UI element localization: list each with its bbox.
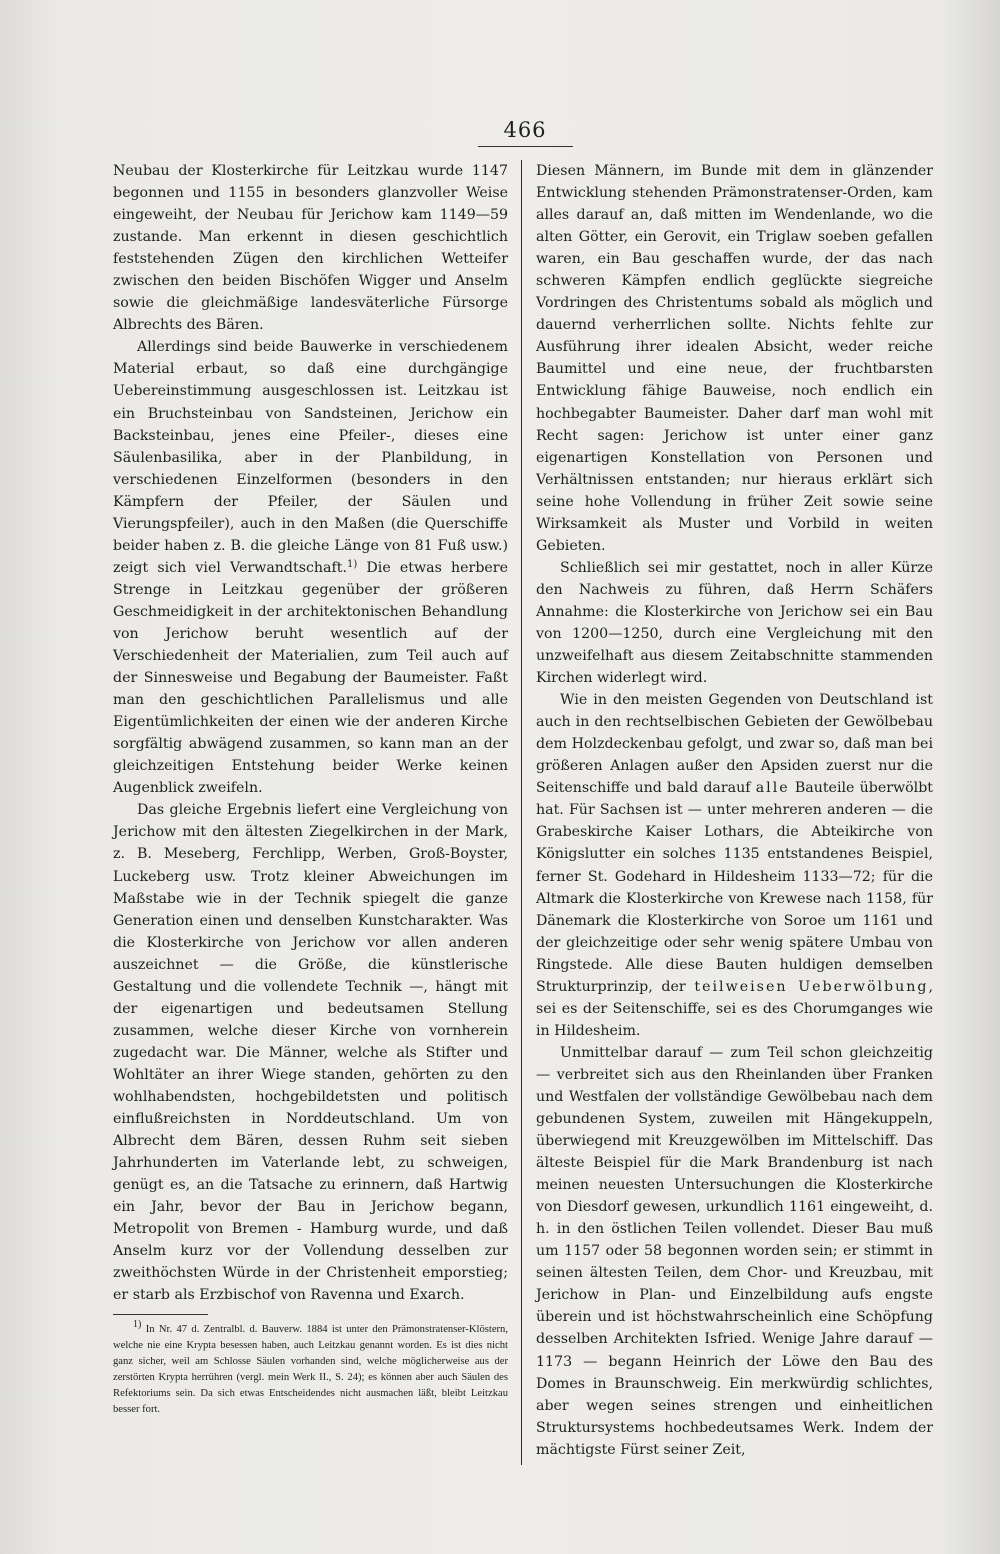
- left-paragraph-3: Das gleiche Ergebnis liefert eine Vergleichung von Jerichow mit den ältesten Ziegelkirchen in der Mark, z. B. Meseberg, Ferchlipp, Werben, Groß-Boyster, Luckeberg usw. Trotz kleiner Abweichungen im Maßstabe wie in der Technik spiegelt die ganze Generation einen und denselben Kunstcharakter. Was die Klosterkirche von Jerichow vor allen anderen auszeichnet — die Größe, die künstlerische Gestaltung und die vollendete Technik —, hängt mit der eigenartigen und bedeutsamen Stellung zusammen, welche dieser Kirche von vornherein zugedacht war. Die Männer, welche als Stifter und Wohltäter an ihrer Wiege standen, gehörten zu den wohlhabendsten, hochgebildetsten und politisch einflußreichsten in Norddeutschland. Um von Albrecht dem Bären, dessen Ruhm seit sieben Jahrhunderten im Vaterlande lebt, zu schweigen, genügt es, an die Tatsache zu erinnern, daß Hartwig ein Jahr, bevor der Bau in Jerichow begann, Metropolit von Bremen - Hamburg wurde, und daß Anselm kurz vor der Vollendung desselben zur zweithöchsten Würde in der Christenheit emporstieg; er starb als Erzbischof von Ravenna und Exarch.: [113, 802, 508, 1304]
- left-paragraph-2-text-b: Die etwas herbere Strenge in Leitzkau gegenüber der größeren Geschmeidigkeit in der architektonischen Behandlung von Jerichow beruht wesentlich auf der Verschiedenheit der Materialien, zum Teil auch auf der Sinnesweise und Begabung der Baumeister. Faßt man den geschichtlichen Parallelismus und alle Eigentümlichkeiten der einen wie der anderen Kirche sorgfältig abwägend zusammen, so kann man an der gleichzeitigen Entstehung beider Werke keinen Augenblick zweifeln.: [113, 559, 508, 797]
- footnote-text: In Nr. 47 d. Zentralbl. d. Bauverw. 1884 ist unter den Prämonstratenser-Klöstern, welche nie eine Krypta besessen haben, auch Leitzkau genannt worden. Es ist dies nicht ganz sicher, weil am Schlosse Säulen vorhanden sind, welche möglicherweise aus der zerstörten Krypta herrühren (vergl. mein Werk II., S. 24); es können aber auch Säulen des Refektoriums sein. Da sich etwas Entscheidendes nicht ausmachen läßt, bleibt Leitzkau besser fort.: [113, 1324, 508, 1415]
- right-paragraph-2: Schließlich sei mir gestattet, noch in aller Kürze den Nachweis zu führen, daß Herrn Schäfers Annahme: die Klosterkirche von Jerichow sei ein Bau von 1200—1250, durch eine Vergleichung mit den unzweifelhaft aus diesem Zeitabschnitte stammenden Kirchen widerlegt wird.: [536, 559, 933, 687]
- spaced-emphasis-ueberwoelbung: teilweisen Ueberwölbung: [694, 978, 929, 995]
- page-number-rule: [478, 146, 573, 147]
- footnote-reference: 1): [346, 558, 358, 570]
- left-column: [113, 160, 508, 1306]
- footnote-paragraph: [113, 1319, 508, 1418]
- right-paragraph-3-text-a: Wie in den meisten Gegenden von Deutschland ist auch in den rechtselbischen Gebieten der Gewölbebau dem Holzdeckenbau gefolgt, und zwar so, daß man bei größeren Anlagen außer den Apsiden zuerst nur die Seitenschiffe und bald darauf: [536, 692, 933, 797]
- right-paragraph-3: [536, 689, 933, 1042]
- right-paragraph-3-text-b: Bauteile überwölbt hat. Für Sachsen ist — unter mehreren anderen — die Grabeskirche Kaiser Lothars, die Abteikirche von Königslutter ein solches 1135 entstandenes Beispiel, ferner St. Godehard in Hildesheim 1133—72; für die Altmark die Klosterkirche von Krewese nach 1158, für Dänemark die Klosterkirche von Soroe um 1161 und der gleichzeitige oder sehr wenig spätere Umbau von Ringstede. Alle diese Bauten huldigen demselben Strukturprinzip, der: [536, 780, 934, 995]
- spaced-emphasis-alle: alle: [755, 780, 790, 797]
- right-paragraph-4: Unmittelbar darauf — zum Teil schon gleichzeitig — verbreitet sich aus den Rheinlanden über Franken und Westfalen der vollständige Gewölbebau nach dem gebundenen System, zuweilen mit Hängekuppeln, überwiegend mit Kreuzgewölben im Mittelschiff. Das älteste Beispiel für die Mark Brandenburg ist nach meinen neuesten Untersuchungen die Klosterkirche von Diesdorf gewesen, urkundlich 1161 eingeweiht, d. h. in den östlichen Teilen vollendet. Dieser Bau muß um 1157 oder 58 begonnen worden sein; er stimmt in seinen ältesten Teilen, dem Chor- und Kreuzbau, mit Jerichow in Plan- und Einzelbildung aufs engste überein und ist höchstwahrscheinlich eine Schöpfung desselben Architekten Isfried. Wenige Jahre darauf — 1173 — begann Heinrich der Löwe den Bau des Domes in Braunschweig. Ein merkwürdig schlichtes, aber wegen seines strengen und einheitlichen Struktursystems hochbedeutsames Werk. Indem der mächtigste Fürst seiner Zeit,: [536, 1044, 933, 1458]
- right-paragraph-1: Diesen Männern, im Bunde mit dem in glänzender Entwicklung stehenden Prämonstratenser-Orden, kam alles darauf an, daß mitten im Wendenlande, wo die alten Götter, ein Gerovit, ein Triglaw soeben gefallen waren, ein Bau geschaffen wurde, der das nach schweren Kämpfen endlich geglückte siegreiche Vordringen des Christentums sobald als möglich und dauernd verherrlichen sollte. Nichts fehlte zur Ausführung ihrer idealen Absicht, weder reiche Baumittel und eine neue, der fruchtbarsten Entwicklung fähige Bauweise, noch endlich ein hochbegabter Baumeister. Daher darf man wohl mit Recht sagen: Jerichow ist unter einer ganz eigenartigen Konstellation von Personen und Verhältnissen entstanden; nur hieraus erklärt sich seine hohe Vollendung in früher Zeit sowie seine Wirksamkeit als Muster und Vorbild in weiten Gebieten.: [536, 163, 933, 554]
- footnote-mark: 1): [133, 1319, 142, 1330]
- footnote-rule: [113, 1314, 208, 1315]
- left-paragraph-1: Neubau der Klosterkirche für Leitzkau wurde 1147 begonnen und 1155 in besonders glanzvoller Weise eingeweiht, der Neubau für Jerichow kam 1149—59 zustande. Man erkennt in diesen geschichtlich feststehenden Zügen den kirchlichen Wetteifer zwischen den beiden Bischöfen Wigger und Anselm sowie die gleichmäßige landesväterliche Fürsorge Albrechts des Bären.: [113, 163, 508, 334]
- column-divider: [521, 160, 522, 1465]
- page-number: 466: [503, 118, 547, 142]
- left-paragraph-2: [113, 336, 508, 799]
- right-paragraph-3-text-c: , sei es der Seitenschiffe, sei es des Chorumganges wie in Hildesheim.: [536, 978, 933, 1039]
- left-paragraph-2-text-a: Allerdings sind beide Bauwerke in verschiedenem Material erbaut, so daß eine durchgängige Uebereinstimmung ausgeschlossen ist. Leitzkau ist ein Bruchsteinbau von Sandsteinen, Jerichow ein Backsteinbau, jenes eine Pfeiler-, dieses eine Säulenbasilika, aber in der Planbildung, in verschiedenen Einzelformen (besonders in den Kämpfern der Pfeiler, der Säulen und Vierungspfeiler), auch in den Maßen (die Querschiffe beider haben z. B. die gleiche Länge von 81 Fuß usw.) zeigt sich viel Verwandtschaft.: [113, 339, 508, 576]
- footnote: [113, 1319, 508, 1418]
- right-column: [536, 160, 933, 1461]
